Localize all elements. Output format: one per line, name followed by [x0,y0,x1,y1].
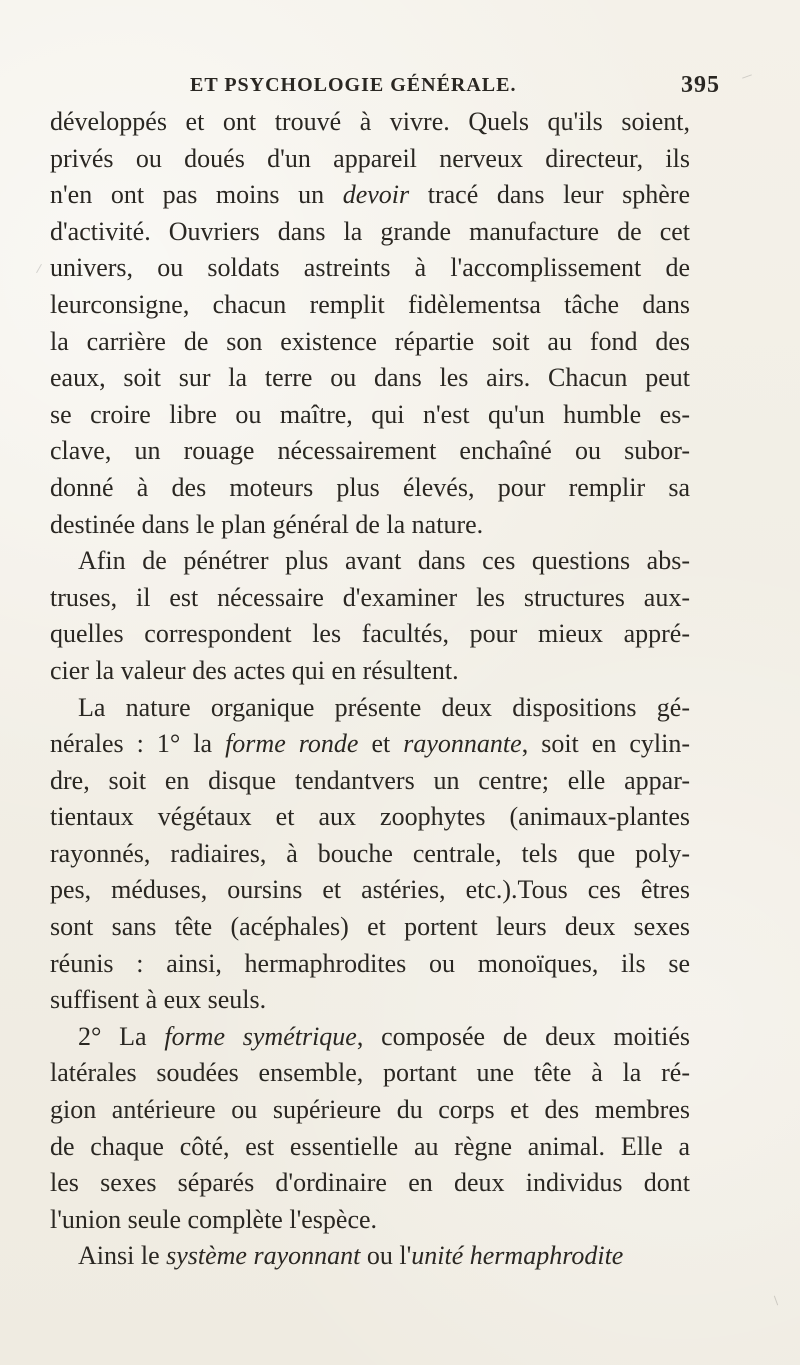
text-line: suffisent à eux seuls. [50,985,267,1015]
italic-emphasis: forme symétrique [164,1021,357,1051]
text-line: quelles correspondent les facultés, pour mieux appré- [50,619,690,649]
text-line: cier la valeur des actes qui en résultent. [50,655,459,685]
text-line: de chaque côté, est essentielle au règne animal. Elle a [50,1131,690,1161]
italic-emphasis: forme ronde [225,729,359,759]
paper-mark [774,1296,778,1306]
text-line: truses, il est nécessaire d'examiner les structures aux- [50,582,690,612]
text-line [50,726,690,763]
running-title: ET PSYCHOLOGIE GÉNÉRALE. [190,73,517,96]
text-line: d'activité. Ouvriers dans la grande manufacture de cet [50,216,690,246]
text-line: se croire libre ou maître, qui n'est qu'un humble es- [50,399,690,429]
line-fragment: , soit en cylin- [521,729,690,759]
text-line: destinée dans le plan général de la nature. [50,509,484,539]
text-line: univers, ou soldats astreints à l'accomplissement de [50,253,690,283]
text-line: La nature organique présente deux dispositions gé- [78,692,690,722]
text-line: sont sans tête (acéphales) et portent leurs deux sexes [50,912,690,942]
text-line: clave, un rouage nécessairement enchaîné ou subor- [50,436,690,466]
text-line: dre, soit en disque tendantvers un centre; elle appar- [50,765,690,795]
text-line: rayonnés, radiaires, à bouche centrale, tels que poly- [50,838,690,868]
text-line: leurconsigne, chacun remplit fidèlementsa tâche dans [50,289,690,319]
text-line: tientaux végétaux et aux zoophytes (animaux-plantes [50,802,690,832]
text-line [78,1238,690,1275]
line-fragment: ou l' [360,1241,412,1271]
page-number: 395 [681,71,720,98]
line-fragment: 2° La [78,1021,165,1051]
text-line [50,177,690,214]
paper-mark [36,264,42,273]
text-line: réunis : ainsi, hermaphrodites ou monoïques, ils se [50,948,690,978]
line-fragment: Ainsi le [78,1241,167,1271]
line-fragment: , composée de deux moitiés [356,1021,690,1051]
italic-emphasis: unité hermaphrodite [411,1241,624,1271]
line-fragment: tracé dans leur sphère [409,180,690,210]
text-line: donné à des moteurs plus élevés, pour remplir sa [50,472,690,502]
text-line: privés ou doués d'un appareil nerveux directeur, ils [50,143,690,173]
text-line: pes, méduses, oursins et astéries, etc.).Tous ces êtres [50,875,690,905]
text-line: eaux, soit sur la terre ou dans les airs. Chacun peut [50,363,690,393]
paper-mark [742,74,752,78]
text-line: l'union seule complète l'espèce. [50,1204,378,1234]
text-line: développés et ont trouvé à vivre. Quels qu'ils soient, [50,107,690,136]
text-line: la carrière de son existence répartie soit au fond des [50,326,690,356]
line-fragment: nérales : 1° la [50,729,226,759]
line-fragment: et [358,729,404,759]
text-line: les sexes séparés d'ordinaire en deux individus dont [50,1168,690,1198]
text-line [78,1019,690,1056]
text-line: latérales soudées ensemble, portant une tête à la ré- [50,1058,690,1088]
italic-emphasis: système rayonnant [166,1241,361,1271]
line-fragment: n'en ont pas moins un [50,180,343,210]
italic-emphasis: rayonnante [403,729,522,759]
page-header [190,70,720,100]
text-line: Afin de pénétrer plus avant dans ces questions abs- [78,546,690,576]
text-line: gion antérieure ou supérieure du corps et des membres [50,1095,690,1125]
italic-emphasis: devoir [342,180,410,210]
body-text [50,104,750,1275]
